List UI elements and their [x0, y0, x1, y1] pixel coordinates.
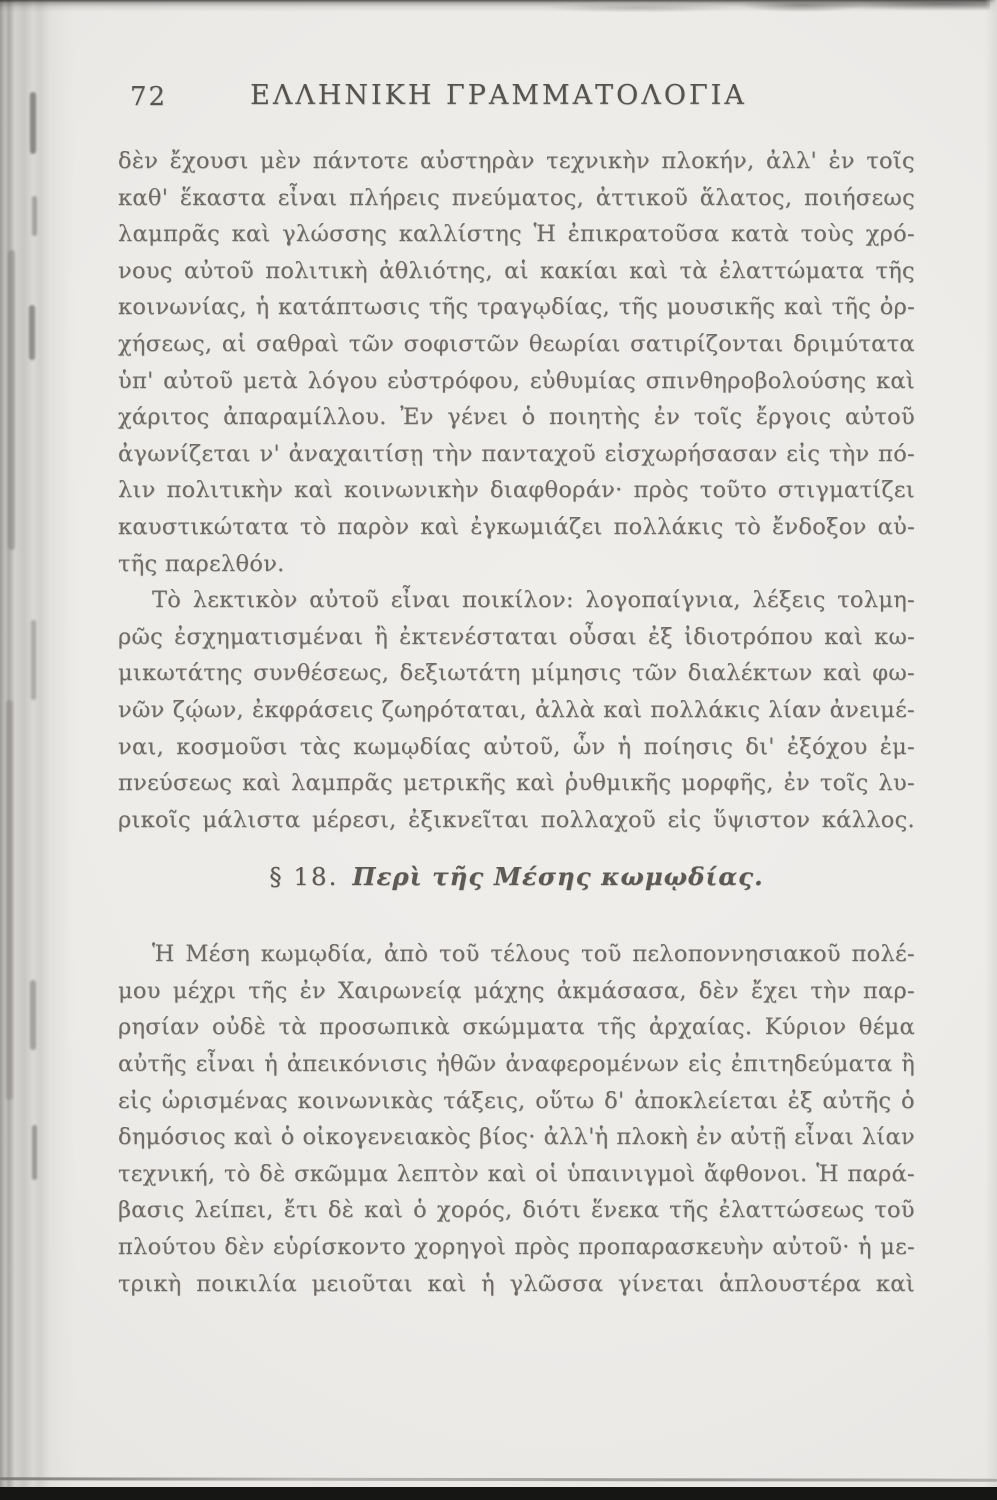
text-line: αὐτῆς εἶναι ἡ ἀπεικόνισις ἠθῶν ἀναφερομένων εἰς ἐπιτηδεύματα ἢ	[118, 1051, 915, 1078]
text-line: λαμπρᾶς καὶ γλώσσης καλλίστης Ἡ ἐπικρατοῦσα κατὰ τοὺς χρό-	[118, 221, 915, 248]
text-line: καυστικώτατα τὸ παρὸν καὶ ἐγκωμιάζει πολλάκις τὸ ἔνδοξον αὐ-	[118, 513, 915, 540]
gutter-streak	[32, 1125, 37, 1180]
text-line: τεχνική, τὸ δὲ σκῶμμα λεπτὸν καὶ οἱ ὑπαινιγμοὶ ἄφθονοι. Ἡ παρά-	[118, 1160, 915, 1187]
text-line: τῆς παρελθόν.	[118, 550, 285, 577]
page-right-edge	[985, 0, 997, 1500]
text-line: βασις λείπει, ἔτι δὲ καὶ ὁ χορός, διότι ἕνεκα τῆς ἐλαττώσεως τοῦ	[118, 1197, 915, 1224]
text-line: κοινωνίας, ἡ κατάπτωσις τῆς τραγῳδίας, τῆς μουσικῆς καὶ τῆς ὀρ-	[118, 294, 915, 321]
text-line: μικωτάτης συνθέσεως, δεξιωτάτη μίμησις τῶν διαλέκτων καὶ φω-	[118, 660, 915, 687]
paragraph	[118, 143, 915, 582]
text-line: Τὸ λεκτικὸν αὐτοῦ εἶναι ποικίλον: λογοπαίγνια, λέξεις τολμη-	[152, 587, 915, 614]
gutter-streak	[8, 250, 15, 550]
running-head: ΕΛΛΗΝΙΚΗ ΓΡΑΜΜΑΤΟΛΟΓΙΑ	[250, 80, 747, 111]
text-line: πλούτου δὲν εὑρίσκοντο χορηγοὶ πρὸς προπαρασκευὴν αὐτοῦ· ἡ με-	[118, 1234, 915, 1261]
text-line: τρικὴ ποικιλία μειοῦται καὶ ἡ γλῶσσα γίνεται ἁπλουστέρα καὶ	[118, 1270, 915, 1297]
scan-top-smudge	[520, 0, 990, 26]
text-line: εἰς ὡρισμένας κοινωνικὰς τάξεις, οὕτω δ' ἀποκλείεται ἐξ αὐτῆς ὁ	[118, 1087, 915, 1114]
text-line: δημόσιος καὶ ὁ οἰκογενειακὸς βίος· ἀλλ'ἡ πλοκὴ ἐν αὐτῇ εἶναι λίαν	[118, 1124, 915, 1151]
text-line: ρῶς ἐσχηματισμέναι ἢ ἐκτενέσταται οὖσαι ἐξ ἰδιοτρόπου καὶ κω-	[118, 623, 915, 650]
text-line: ὑπ' αὐτοῦ μετὰ λόγου εὐστρόφου, εὐθυμίας σπινθηροβολούσης καὶ	[118, 367, 915, 394]
section-heading	[118, 859, 915, 895]
text-line: μου μέχρι τῆς ἐν Χαιρωνείᾳ μάχης ἀκμάσασα, δὲν ἔχει τὴν παρ-	[118, 977, 915, 1004]
text-line: ναι, κοσμοῦσι τὰς κωμῳδίας αὐτοῦ, ὧν ἡ ποίησις δι' ἐξόχου ἐμ-	[118, 733, 915, 760]
gutter-streak	[29, 305, 35, 360]
text-line: καθ' ἕκαστα εἶναι πλήρεις πνεύματος, ἀττικοῦ ἅλατος, ποιήσεως	[118, 184, 915, 211]
text-line: νους αὐτοῦ πολιτικὴ ἀθλιότης, αἱ κακίαι καὶ τὰ ἐλαττώματα τῆς	[118, 257, 915, 284]
text-line: δὲν ἔχουσι μὲν πάντοτε αὐστηρὰν τεχνικὴν πλοκήν, ἀλλ' ἐν τοῖς	[118, 148, 915, 174]
gutter-streak	[32, 196, 37, 236]
gutter-streak	[30, 980, 36, 1050]
paragraph	[118, 936, 915, 1302]
text-line: λιν πολιτικὴν καὶ κοινωνικὴν διαφθοράν· πρὸς τοῦτο στιγματίζει	[118, 477, 915, 504]
text-line: νῶν ζῴων, ἐκφράσεις ζωηρόταται, ἀλλὰ καὶ πολλάκις λίαν ἀνειμέ-	[118, 696, 915, 723]
scan-black-band	[0, 1487, 997, 1500]
text-line: ρησίαν οὐδὲ τὰ προσωπικὰ σκώμματα τῆς ἀρχαίας. Κύριον θέμα	[118, 1014, 915, 1041]
page-bottom-edge-line	[0, 1477, 997, 1481]
text-line: ἀγωνίζεται ν' ἀναχαιτίσῃ τὴν πανταχοῦ εἰσχωρήσασαν εἰς τὴν πό-	[118, 440, 915, 467]
body-text	[118, 143, 915, 1302]
text-line: ρικοῖς μάλιστα μέρεσι, ἐξικνεῖται πολλαχοῦ εἰς ὕψιστον κάλλος.	[118, 806, 915, 833]
text-line: Ἡ Μέση κωμῳδία, ἀπὸ τοῦ τέλους τοῦ πελοποννησιακοῦ πολέ-	[152, 941, 915, 968]
gutter-streak	[31, 620, 36, 700]
gutter-streak	[6, 700, 13, 1100]
page-number: 72	[130, 82, 168, 112]
text-line: χάριτος ἀπαραμίλλου. Ἐν γένει ὁ ποιητὴς ἐν τοῖς ἔργοις αὐτοῦ	[118, 404, 915, 431]
section-marker: § 18.	[269, 862, 339, 892]
text-line: πνεύσεως καὶ λαμπρᾶς μετρικῆς καὶ ῥυθμικῆς μορφῆς, ἐν τοῖς λυ-	[118, 770, 915, 797]
section-title: Περὶ τῆς Μέσης κωμῳδίας.	[352, 862, 764, 892]
paragraph	[118, 582, 915, 838]
text-line: χήσεως, αἱ σαθραὶ τῶν σοφιστῶν θεωρίαι σατιρίζονται δριμύτατα	[118, 330, 915, 357]
